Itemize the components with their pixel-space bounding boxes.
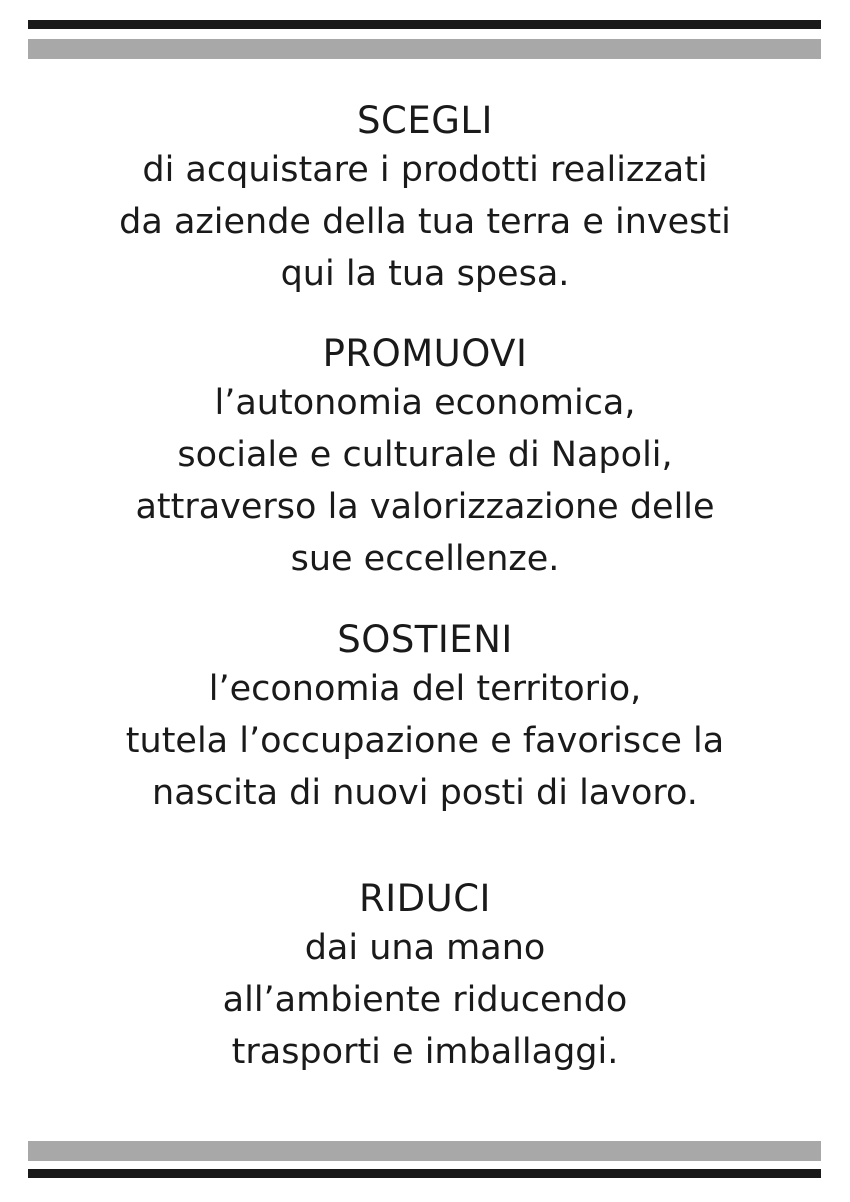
section-line: l’economia del territorio,: [208, 669, 642, 709]
section-line: qui la tua spesa.: [280, 254, 570, 294]
section-promuovi: [0, 331, 850, 585]
section-riduci: [0, 876, 850, 1078]
section-line: trasporti e imballaggi.: [231, 1032, 619, 1072]
top-dark-rule: [28, 20, 821, 29]
section-heading: RIDUCI: [359, 877, 491, 920]
bottom-dark-rule: [28, 1169, 821, 1178]
section-scegli: [0, 98, 850, 300]
section-line: dai una mano: [304, 928, 546, 968]
section-heading: PROMUOVI: [322, 332, 528, 375]
section-heading: SOSTIENI: [337, 618, 513, 661]
section-line: sociale e culturale di Napoli,: [177, 435, 673, 475]
section-line: sue eccellenze.: [290, 539, 560, 579]
bottom-gray-rule: [28, 1141, 821, 1161]
section-line: di acquistare i prodotti realizzati: [142, 150, 708, 190]
section-heading: SCEGLI: [357, 99, 493, 142]
section-line: attraverso la valorizzazione delle: [135, 487, 715, 527]
section-line: da aziende della tua terra e investi: [119, 202, 731, 242]
top-gray-rule: [28, 39, 821, 59]
section-line: all’ambiente riducendo: [222, 980, 628, 1020]
section-line: nascita di nuovi posti di lavoro.: [152, 773, 698, 813]
section-line: l’autonomia economica,: [214, 383, 636, 423]
section-line: tutela l’occupazione e favorisce la: [125, 721, 725, 761]
section-sostieni: [0, 617, 850, 819]
